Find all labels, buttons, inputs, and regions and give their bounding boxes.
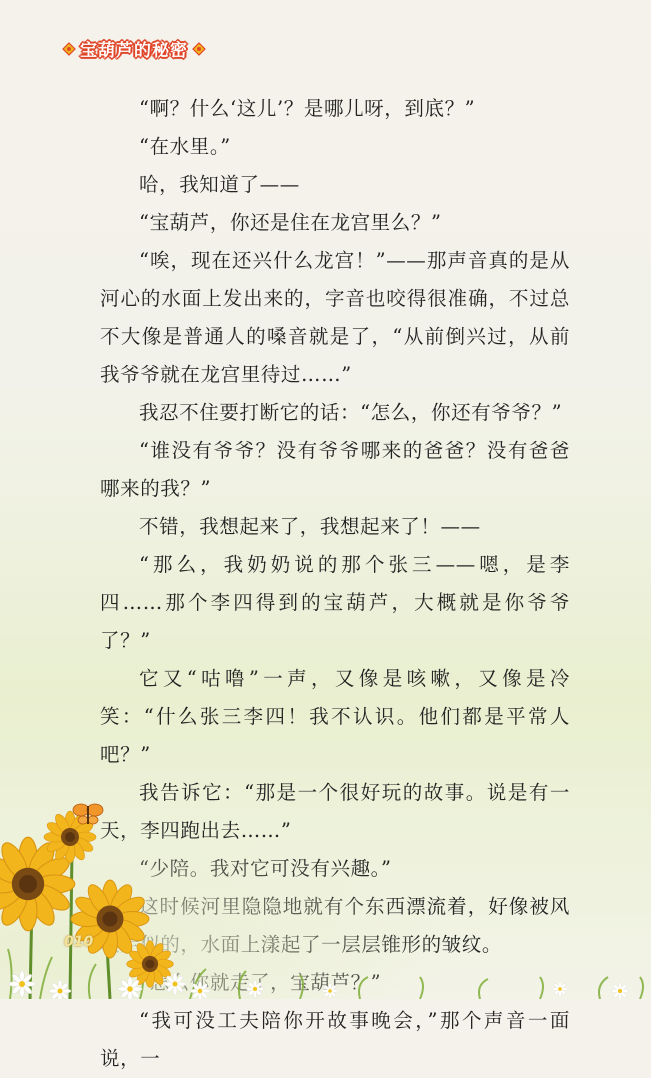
book-title: 宝葫芦的秘密 <box>80 41 188 61</box>
paragraph: “宝葫芦，你还是住在龙宫里么？” <box>139 211 442 234</box>
sunflower-decoration <box>0 779 651 999</box>
paragraph: “在水里。” <box>139 135 231 158</box>
paragraph: 哈，我知道了—— <box>139 173 300 196</box>
paragraph: 不错，我想起来了，我想起来了！—— <box>139 515 481 538</box>
paragraph: “唉，现在还兴什么龙宫！”——那声音真的是从河心的水面上发出来的，字音也咬得很准确，不过总不大像是普通人的嗓音就是了，“从前倒兴过，从前我爷爷就在龙宫里待过……” <box>100 249 570 386</box>
diamond-ornament-icon <box>192 42 206 56</box>
paragraph: 它又“咕噜”一声，又像是咳嗽，又像是冷笑：“什么张三李四！我不认识。他们都是平常人吧？” <box>100 667 570 766</box>
paragraph: 我忍不住要打断它的话：“怎么，你还有爷爷？” <box>139 401 563 424</box>
paragraph: “我可没工夫陪你开故事晚会，”那个声音一面说，一 <box>100 1009 570 1070</box>
page-number: 010 <box>64 934 94 950</box>
running-header <box>62 36 206 61</box>
paragraph: “啊？什么‘这儿’？是哪儿呀，到底？” <box>139 97 476 120</box>
diamond-ornament-icon <box>62 42 76 56</box>
paragraph: “那么，我奶奶说的那个张三——嗯，是李四……那个李四得到的宝葫芦，大概就是你爷爷了？” <box>100 553 570 652</box>
paragraph: “谁没有爷爷？没有爷爷哪来的爸爸？没有爸爸哪来的我？” <box>100 439 570 500</box>
